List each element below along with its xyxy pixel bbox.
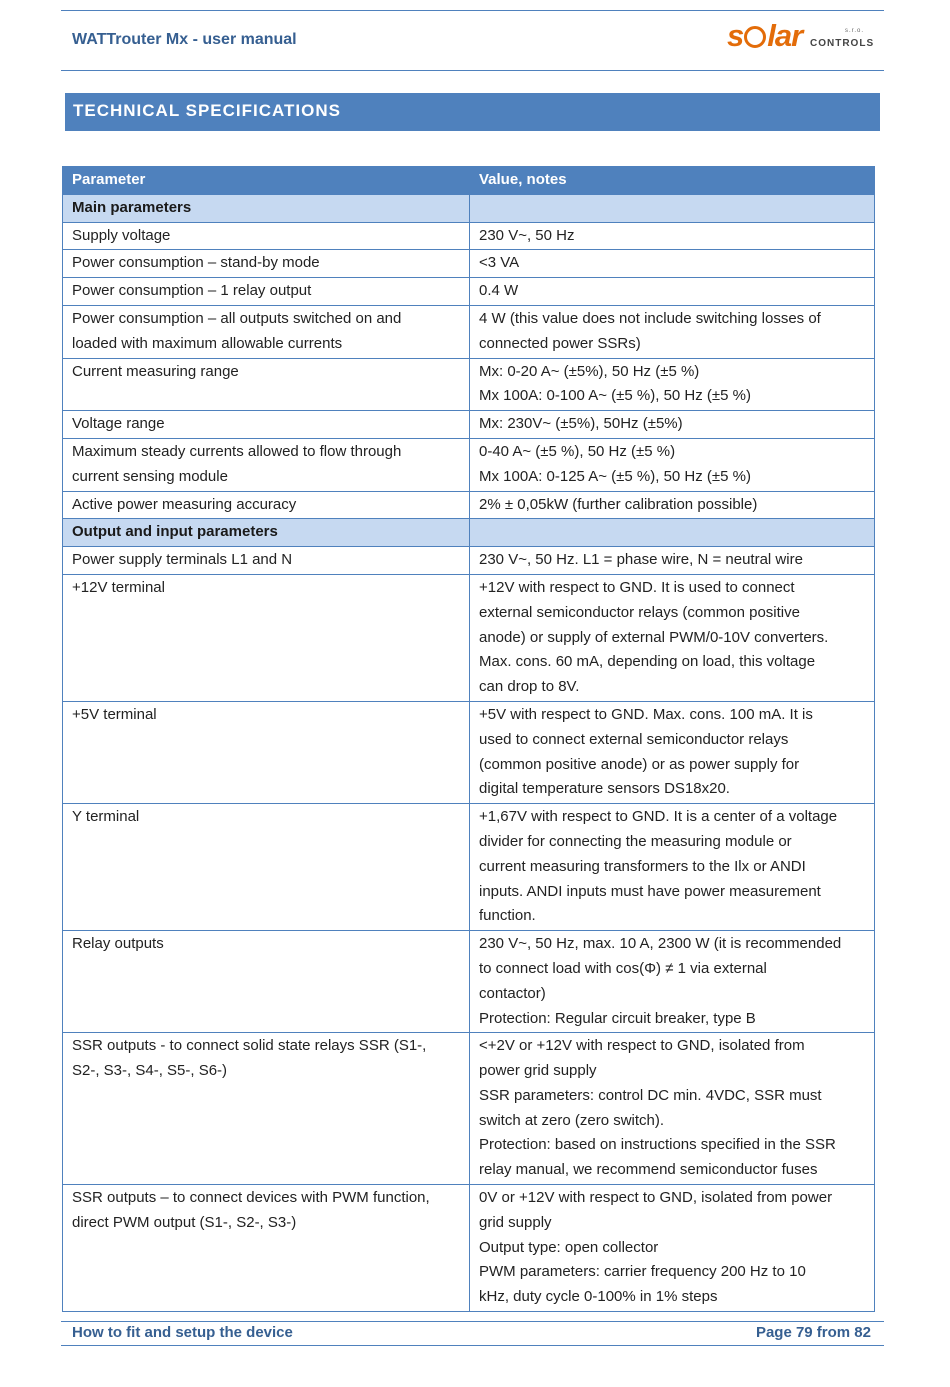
- value-text: +12V with respect to GND. It is used to connect: [479, 578, 795, 596]
- value-cell: [470, 222, 875, 250]
- value-text: can drop to 8V.: [479, 678, 580, 696]
- logo-controls: CONTROLS: [810, 38, 875, 49]
- table-row: [63, 574, 875, 701]
- value-text: digital temperature sensors DS18x20.: [479, 780, 730, 798]
- value-text: switch at zero (zero switch).: [479, 1111, 665, 1129]
- footer-chapter: How to fit and setup the device: [72, 1324, 293, 1341]
- solar-controls-logo: [727, 18, 877, 54]
- parameter-text: Y terminal: [72, 808, 140, 826]
- value-text: function.: [479, 907, 536, 925]
- parameter-cell: [63, 438, 470, 491]
- parameter-text: Power consumption – 1 relay output: [72, 282, 312, 300]
- table-row: [63, 1033, 875, 1185]
- value-text: kHz, duty cycle 0-100% in 1% steps: [479, 1288, 718, 1306]
- value-text: 230 V~, 50 Hz: [479, 226, 575, 244]
- parameter-cell: [63, 574, 470, 701]
- value-text: inputs. ANDI inputs must have power measurement: [479, 882, 821, 900]
- parameter-text: Relay outputs: [72, 935, 164, 953]
- group-title: Output and input parameters: [63, 519, 470, 547]
- parameter-text: Supply voltage: [72, 226, 171, 244]
- parameter-text: S2-, S3-, S4-, S5-, S6-): [72, 1062, 228, 1080]
- value-text: (common positive anode) or as power supply for: [479, 755, 800, 773]
- header-value: Value, notes: [470, 167, 875, 195]
- parameter-text: +12V terminal: [72, 578, 165, 596]
- parameter-cell: [63, 547, 470, 575]
- parameter-cell: [63, 411, 470, 439]
- table-row: [63, 222, 875, 250]
- value-cell: [470, 701, 875, 803]
- value-text: <+2V or +12V with respect to GND, isolated from: [479, 1037, 805, 1055]
- value-text: grid supply: [479, 1213, 552, 1231]
- group-title: Main parameters: [63, 194, 470, 222]
- value-cell: [470, 305, 875, 358]
- table-row: [63, 701, 875, 803]
- table-row: [63, 931, 875, 1033]
- value-text: divider for connecting the measuring module or: [479, 832, 792, 850]
- footer-top-rule: [61, 1321, 884, 1322]
- value-cell: [470, 931, 875, 1033]
- table-row: [63, 491, 875, 519]
- value-text: anode) or supply of external PWM/0-10V converters.: [479, 628, 829, 646]
- logo-wordmark: s lar: [727, 18, 803, 53]
- parameter-text: Current measuring range: [72, 362, 239, 380]
- value-text: to connect load with cos(Φ) ≠ 1 via external: [479, 959, 767, 977]
- value-text: Output type: open collector: [479, 1238, 659, 1256]
- table-row: [63, 547, 875, 575]
- parameter-cell: [63, 491, 470, 519]
- value-text: 230 V~, 50 Hz, max. 10 A, 2300 W (it is recommended: [479, 935, 842, 953]
- value-text: Max. cons. 60 mA, depending on load, this voltage: [479, 653, 816, 671]
- value-cell: [470, 358, 875, 411]
- parameter-cell: [63, 250, 470, 278]
- table-row: [63, 278, 875, 306]
- footer-page-number: Page 79 from 82: [755, 1324, 871, 1341]
- table-row: [63, 250, 875, 278]
- parameter-text: SSR outputs - to connect solid state relays SSR (S1-,: [72, 1037, 427, 1055]
- parameter-text: SSR outputs – to connect devices with PWM function,: [72, 1189, 430, 1207]
- table-row: [63, 438, 875, 491]
- value-text: +5V with respect to GND. Max. cons. 100 mA. It is: [479, 705, 813, 723]
- value-text: used to connect external semiconductor relays: [479, 730, 789, 748]
- value-cell: [470, 804, 875, 931]
- table-row: [63, 358, 875, 411]
- value-text: contactor): [479, 984, 546, 1002]
- parameter-cell: [63, 1033, 470, 1185]
- table-group-row: [63, 519, 875, 547]
- header-top-rule: [61, 10, 884, 11]
- sun-icon: [744, 26, 766, 48]
- group-empty-cell: [470, 194, 875, 222]
- value-text: +1,67V with respect to GND. It is a center of a voltage: [479, 808, 838, 826]
- value-cell: [470, 491, 875, 519]
- value-text: Protection: Regular circuit breaker, type B: [479, 1009, 756, 1027]
- value-text: SSR parameters: control DC min. 4VDC, SSR must: [479, 1086, 822, 1104]
- table-row: [63, 1185, 875, 1312]
- parameter-text: Power consumption – stand-by mode: [72, 254, 320, 272]
- footer-bottom-rule: [61, 1345, 884, 1346]
- parameter-text: current sensing module: [72, 467, 228, 485]
- parameter-text: Active power measuring accuracy: [72, 495, 297, 513]
- value-cell: [470, 250, 875, 278]
- parameter-text: Power supply terminals L1 and N: [72, 551, 293, 569]
- value-cell: [470, 411, 875, 439]
- parameter-cell: [63, 222, 470, 250]
- section-heading-bar: [65, 93, 880, 131]
- group-empty-cell: [470, 519, 875, 547]
- value-text: Protection: based on instructions specified in the SSR: [479, 1136, 836, 1154]
- header-bottom-rule: [61, 70, 884, 71]
- parameter-text: direct PWM output (S1-, S2-, S3-): [72, 1213, 297, 1231]
- value-cell: [470, 574, 875, 701]
- value-text: 230 V~, 50 Hz. L1 = phase wire, N = neutral wire: [479, 551, 803, 569]
- parameter-cell: [63, 931, 470, 1033]
- specifications-table-body: [63, 167, 875, 1312]
- logo-sro: s.r.o.: [845, 28, 865, 34]
- document-title: WATTrouter Mx - user manual: [72, 31, 297, 48]
- value-text: external semiconductor relays (common positive: [479, 603, 800, 621]
- value-text: 0.4 W: [479, 282, 519, 300]
- value-text: PWM parameters: carrier frequency 200 Hz to 10: [479, 1263, 806, 1281]
- value-text: power grid supply: [479, 1062, 597, 1080]
- table-group-row: [63, 194, 875, 222]
- parameter-cell: [63, 305, 470, 358]
- value-cell: [470, 1185, 875, 1312]
- value-text: 0-40 A~ (±5 %), 50 Hz (±5 %): [479, 442, 676, 460]
- value-text: current measuring transformers to the Ilx or ANDI: [479, 857, 806, 875]
- parameter-text: Maximum steady currents allowed to flow through: [72, 442, 402, 460]
- value-text: 2% ± 0,05kW (further calibration possible): [479, 495, 758, 513]
- table-row: [63, 305, 875, 358]
- table-row: [63, 804, 875, 931]
- parameter-text: Power consumption – all outputs switched on and: [72, 309, 402, 327]
- value-cell: [470, 1033, 875, 1185]
- specifications-table: [62, 166, 875, 1312]
- value-text: relay manual, we recommend semiconductor fuses: [479, 1161, 818, 1179]
- value-text: Mx: 230V~ (±5%), 50Hz (±5%): [479, 415, 683, 433]
- parameter-cell: [63, 701, 470, 803]
- value-text: 4 W (this value does not include switching losses of: [479, 309, 821, 327]
- value-text: connected power SSRs): [479, 334, 641, 352]
- header-parameter: Parameter: [63, 167, 470, 195]
- parameter-cell: [63, 278, 470, 306]
- table-header-row: [63, 167, 875, 195]
- value-text: Mx 100A: 0-100 A~ (±5 %), 50 Hz (±5 %): [479, 387, 751, 405]
- table-row: [63, 411, 875, 439]
- value-cell: [470, 278, 875, 306]
- value-text: <3 VA: [479, 254, 520, 272]
- value-cell: [470, 438, 875, 491]
- parameter-cell: [63, 358, 470, 411]
- value-cell: [470, 547, 875, 575]
- value-text: 0V or +12V with respect to GND, isolated from power: [479, 1189, 833, 1207]
- value-text: Mx: 0-20 A~ (±5%), 50 Hz (±5 %): [479, 362, 700, 380]
- value-text: Mx 100A: 0-125 A~ (±5 %), 50 Hz (±5 %): [479, 467, 751, 485]
- parameter-cell: [63, 1185, 470, 1312]
- parameter-text: +5V terminal: [72, 705, 157, 723]
- parameter-cell: [63, 804, 470, 931]
- parameter-text: Voltage range: [72, 415, 165, 433]
- parameter-text: loaded with maximum allowable currents: [72, 334, 343, 352]
- section-title: TECHNICAL SPECIFICATIONS: [73, 101, 341, 120]
